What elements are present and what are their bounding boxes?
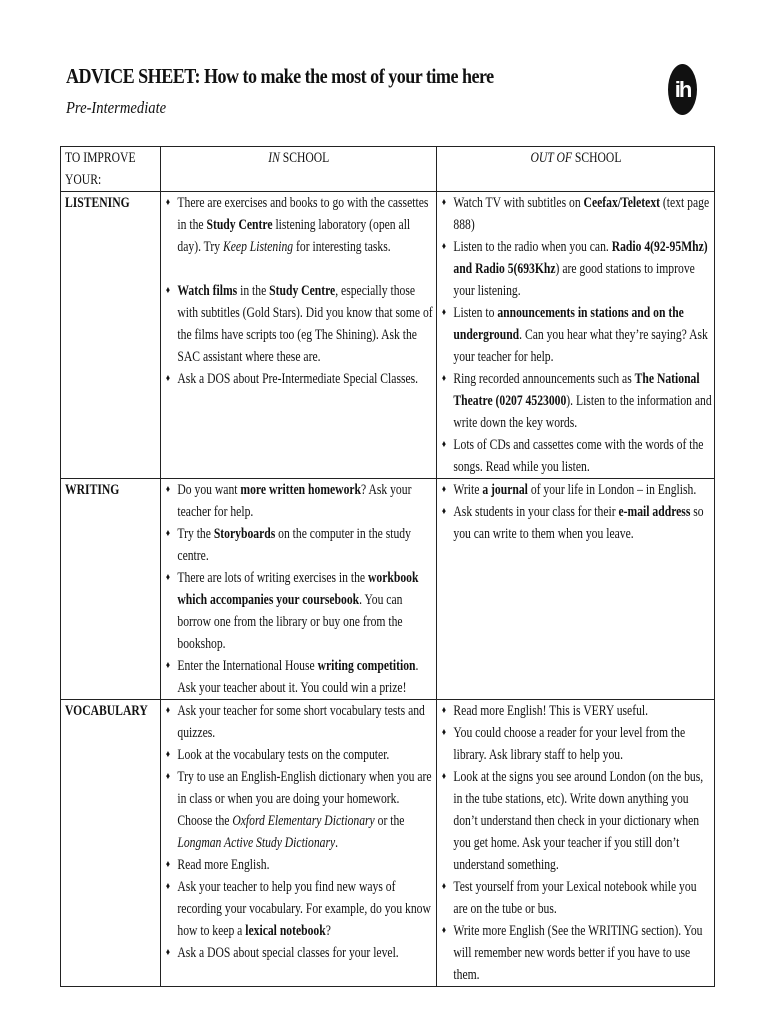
list-item: ♦ Read more English! This is VERY useful. (437, 700, 714, 722)
page-title: ADVICE SHEET: How to make the most of your time here (66, 64, 494, 88)
table-header-row (61, 147, 715, 192)
list-item: ♦ Listen to the radio when you can. Radio 4(92-95Mhz) and Radio 5(693Khz) are good stations to improve your listening. (437, 236, 714, 302)
list-item: ♦ Ask your teacher to help you find new ways of recording your vocabulary. For example, do you know how to keep a lexical notebook? (161, 876, 436, 942)
list-item: ♦ Look at the signs you see around London (on the bus, in the tube stations, etc). Write down anything you don’t understand then check in your dictionary when you get home. Ask your teacher if you still don’t understand something. (437, 766, 714, 876)
list-item: ♦ Ask a DOS about special classes for your level. (161, 942, 436, 964)
list-item: ♦ Write a journal of your life in London – in English. (437, 479, 714, 501)
list-item: ♦ Ask your teacher for some short vocabulary tests and quizzes. (161, 700, 436, 744)
list-item: ♦ Lots of CDs and cassettes come with the words of the songs. Read while you listen. (437, 434, 714, 478)
page-subtitle: Pre-Intermediate (66, 98, 167, 117)
list-item: ♦ There are exercises and books to go with the cassettes in the Study Centre listening laboratory (open all day). Try Keep Listening for interesting tasks. (161, 192, 436, 258)
list-item: ♦ Ask students in your class for their e-mail address so you can write to them when you leave. (437, 501, 714, 545)
row-label-vocabulary: VOCABULARY (61, 700, 161, 987)
listening-in-school (161, 192, 437, 479)
row-label-listening: LISTENING (61, 192, 161, 479)
table-row-vocabulary (61, 700, 715, 987)
table-row-listening (61, 192, 715, 479)
list-item: ♦ Ask a DOS about Pre-Intermediate Special Classes. (161, 368, 436, 390)
row-label-writing: WRITING (61, 479, 161, 700)
list-item: ♦ Ring recorded announcements such as The National Theatre (0207 4523000). Listen to the information and write down the key words. (437, 368, 714, 434)
list-item: ♦ Look at the vocabulary tests on the computer. (161, 744, 436, 766)
list-item: ♦ Do you want more written homework? Ask your teacher for help. (161, 479, 436, 523)
list-item: ♦ Write more English (See the WRITING section). You will remember new words better if you have to use them. (437, 920, 714, 986)
table-row-writing (61, 479, 715, 700)
list-item: ♦ Watch films in the Study Centre, especially those with subtitles (Gold Stars). Did you know that some of the films have scripts too (eg The Shining). Ask the SAC assistant where these are. (161, 280, 436, 368)
writing-out-of-school (437, 479, 715, 700)
list-item: ♦ Try the Storyboards on the computer in the study centre. (161, 523, 436, 567)
list-item: ♦ Read more English. (161, 854, 436, 876)
header-improve-text: TO IMPROVE YOUR: (65, 150, 136, 188)
list-item: ♦ Try to use an English-English dictionary when you are in class or when you are doing your homework. Choose the Oxford Elementary Dictionary or the Longman Active Study Dictionary. (161, 766, 436, 854)
header-improve (61, 147, 161, 192)
header-in-school: IN SCHOOL (161, 147, 437, 192)
header-out-of-school: OUT OF SCHOOL (437, 147, 715, 192)
list-item: ♦ There are lots of writing exercises in the workbook which accompanies your coursebook. You can borrow one from the library or buy one from the bookshop. (161, 567, 436, 655)
ih-logo: ih (668, 64, 697, 115)
list-item: ♦ You could choose a reader for your level from the library. Ask library staff to help you. (437, 722, 714, 766)
advice-table (60, 146, 715, 987)
list-item: ♦ Enter the International House writing competition. Ask your teacher about it. You could win a prize! (161, 655, 436, 699)
vocabulary-in-school (161, 700, 437, 987)
list-item: ♦ Test yourself from your Lexical notebook while you are on the tube or bus. (437, 876, 714, 920)
listening-out-of-school (437, 192, 715, 479)
vocabulary-out-of-school (437, 700, 715, 987)
list-item: ♦ Listen to announcements in stations and on the underground. Can you hear what they’re saying? Ask your teacher for help. (437, 302, 714, 368)
list-item: ♦ Watch TV with subtitles on Ceefax/Teletext (text page 888) (437, 192, 714, 236)
writing-in-school (161, 479, 437, 700)
